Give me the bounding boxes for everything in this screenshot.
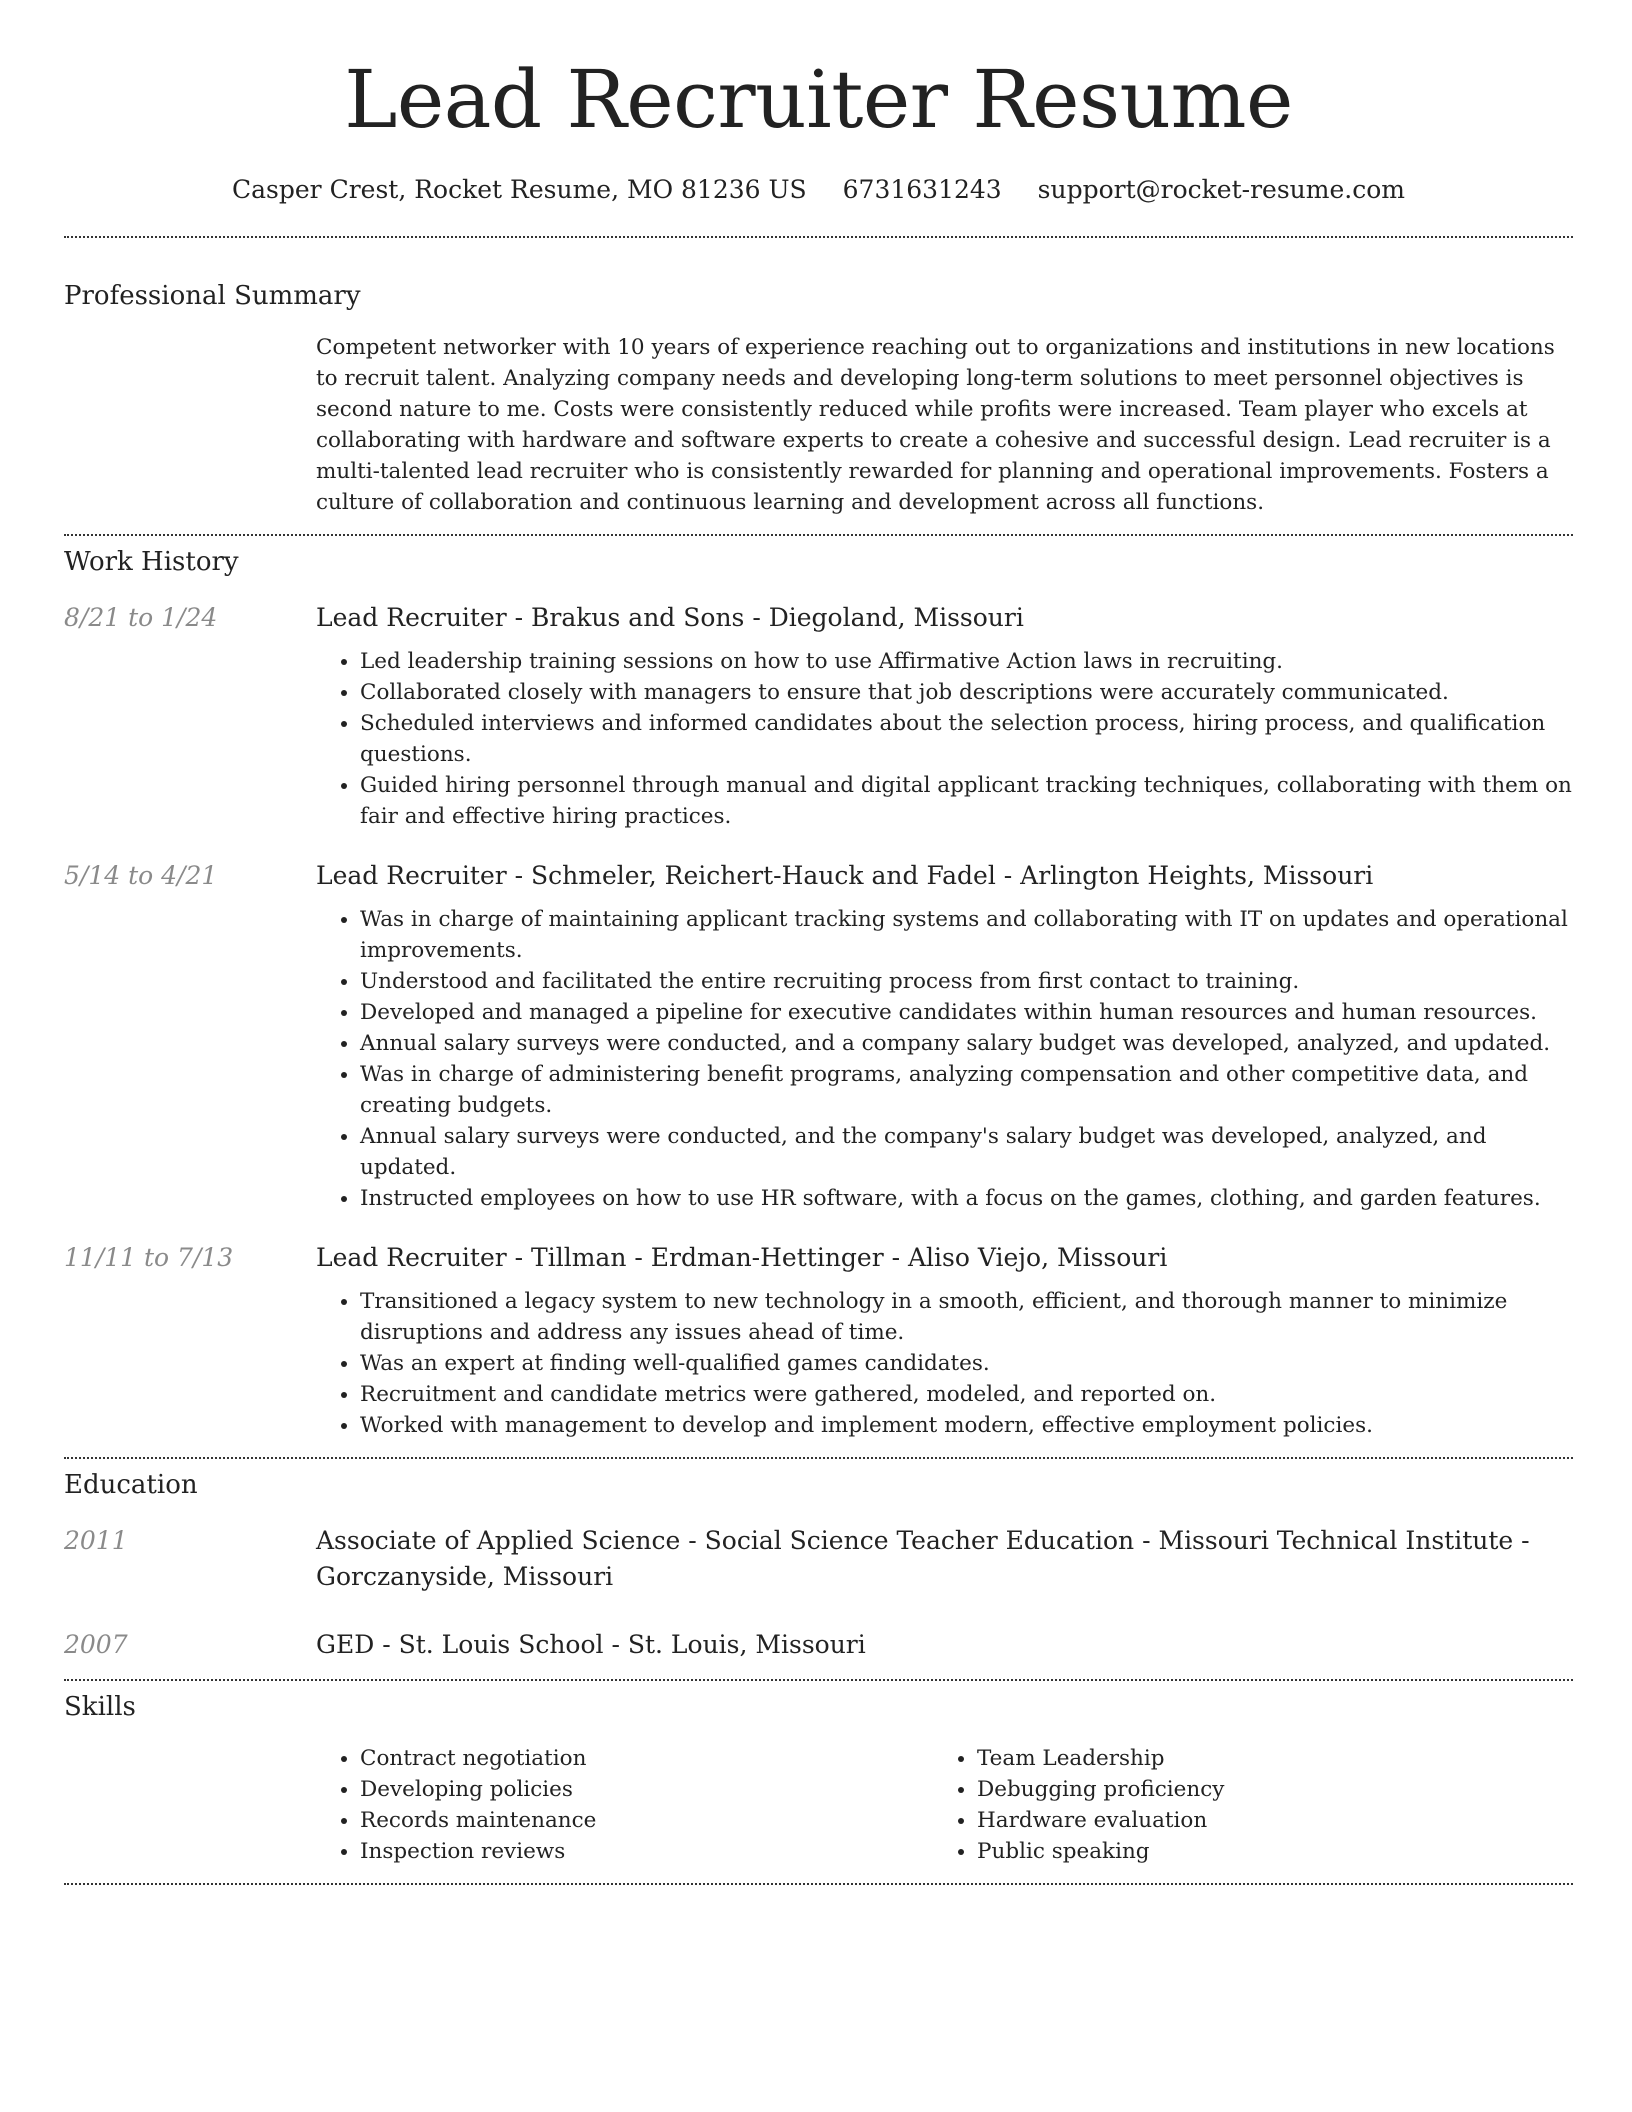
job-bullet: • Instructed employees on how to use HR software, with a focus on the games, clothing, and garden features. bbox=[360, 1183, 1573, 1214]
job-entry bbox=[64, 600, 1573, 832]
job-dates: 8/21 to 1/24 bbox=[64, 603, 218, 632]
skill-item: • Developing policies bbox=[360, 1774, 933, 1805]
skill-item: • Records maintenance bbox=[360, 1805, 933, 1836]
job-bullet: • Collaborated closely with managers to ensure that job descriptions were accurately communicated. bbox=[360, 677, 1573, 708]
work-history-heading: Work History bbox=[64, 547, 239, 577]
skill-item: • Debugging proficiency bbox=[977, 1774, 1550, 1805]
education-year: 2007 bbox=[64, 1630, 128, 1659]
divider bbox=[64, 236, 1573, 238]
skill-item: • Team Leadership bbox=[977, 1743, 1550, 1774]
job-entry bbox=[64, 1240, 1573, 1441]
contact-phone: 6731631243 bbox=[842, 175, 1002, 204]
skill-item: • Hardware evaluation bbox=[977, 1805, 1550, 1836]
job-body bbox=[316, 1240, 1573, 1441]
skill-item: • Public speaking bbox=[977, 1836, 1550, 1867]
contact-address: Casper Crest, Rocket Resume, MO 81236 US bbox=[232, 175, 807, 204]
job-bullet: • Was in charge of administering benefit programs, analyzing compensation and other competitive data, and creating budgets. bbox=[360, 1059, 1573, 1121]
resume-title: Lead Recruiter Resume bbox=[344, 53, 1293, 146]
job-bullets bbox=[316, 904, 1573, 1214]
job-bullet: • Transitioned a legacy system to new technology in a smooth, efficient, and thorough manner to minimize disruptions and address any issues ahead of time. bbox=[360, 1286, 1573, 1348]
job-bullets bbox=[316, 1286, 1573, 1441]
skill-item: • Contract negotiation bbox=[360, 1743, 933, 1774]
education-year: 2011 bbox=[64, 1526, 128, 1555]
contact-line bbox=[64, 172, 1573, 208]
job-bullet: • Annual salary surveys were conducted, and a company salary budget was developed, analyzed, and updated. bbox=[360, 1028, 1573, 1059]
education-detail: GED - St. Louis School - St. Louis, Missouri bbox=[316, 1630, 866, 1659]
job-body bbox=[316, 600, 1573, 832]
job-bullet: • Led leadership training sessions on how to use Affirmative Action laws in recruiting. bbox=[360, 646, 1573, 677]
skills-list bbox=[316, 1743, 1573, 1867]
job-bullet: • Was in charge of maintaining applicant tracking systems and collaborating with IT on updates and operational improvements. bbox=[360, 904, 1573, 966]
skills-column-left bbox=[316, 1743, 933, 1867]
job-dates: 11/11 to 7/13 bbox=[64, 1243, 234, 1272]
job-title: Lead Recruiter - Brakus and Sons - Diegoland, Missouri bbox=[316, 603, 1024, 632]
summary-text: Competent networker with 10 years of experience reaching out to organizations and institutions in new locations to recruit talent. Analyzing company needs and developing long-term solutions to meet personnel objectives is second nature to me. Costs were consistently reduced while profits were increased. Team player who excels at collaborating with hardware and software experts to create a cohesive and successful design. Lead recruiter is a multi-talented lead recruiter who is consistently rewarded for planning and operational improvements. Fosters a culture of collaboration and continuous learning and development across all functions. bbox=[316, 335, 1555, 515]
contact-email: support@rocket-resume.com bbox=[1037, 175, 1405, 204]
job-bullets bbox=[316, 646, 1573, 832]
job-title: Lead Recruiter - Tillman - Erdman-Hettinger - Aliso Viejo, Missouri bbox=[316, 1243, 1168, 1272]
education-entry bbox=[64, 1627, 1573, 1663]
job-bullet: • Annual salary surveys were conducted, and the company's salary budget was developed, analyzed, and updated. bbox=[360, 1121, 1573, 1183]
job-bullet: • Recruitment and candidate metrics were gathered, modeled, and reported on. bbox=[360, 1379, 1573, 1410]
job-entry bbox=[64, 858, 1573, 1214]
job-dates: 5/14 to 4/21 bbox=[64, 861, 218, 890]
divider bbox=[64, 1679, 1573, 1681]
divider bbox=[64, 1883, 1573, 1885]
job-title: Lead Recruiter - Schmeler, Reichert-Hauck and Fadel - Arlington Heights, Missouri bbox=[316, 861, 1374, 890]
education-detail: Associate of Applied Science - Social Science Teacher Education - Missouri Technical Institute - Gorczanyside, Missouri bbox=[316, 1526, 1530, 1591]
summary-heading: Professional Summary bbox=[64, 281, 361, 311]
job-bullet: • Understood and facilitated the entire recruiting process from first contact to training. bbox=[360, 966, 1573, 997]
education-heading: Education bbox=[64, 1470, 198, 1500]
divider bbox=[64, 534, 1573, 536]
job-bullet: • Worked with management to develop and implement modern, effective employment policies. bbox=[360, 1410, 1573, 1441]
job-body bbox=[316, 858, 1573, 1214]
skill-item: • Inspection reviews bbox=[360, 1836, 933, 1867]
education-entry bbox=[64, 1523, 1573, 1595]
skills-column-right bbox=[933, 1743, 1550, 1867]
skills-heading: Skills bbox=[64, 1692, 136, 1722]
job-bullet: • Was an expert at finding well-qualified games candidates. bbox=[360, 1348, 1573, 1379]
job-bullet: • Developed and managed a pipeline for executive candidates within human resources and human resources. bbox=[360, 997, 1573, 1028]
resume-page bbox=[64, 0, 1573, 1885]
job-bullet: • Guided hiring personnel through manual and digital applicant tracking techniques, collaborating with them on fair and effective hiring practices. bbox=[360, 770, 1573, 832]
job-bullet: • Scheduled interviews and informed candidates about the selection process, hiring process, and qualification questions. bbox=[360, 708, 1573, 770]
divider bbox=[64, 1457, 1573, 1459]
